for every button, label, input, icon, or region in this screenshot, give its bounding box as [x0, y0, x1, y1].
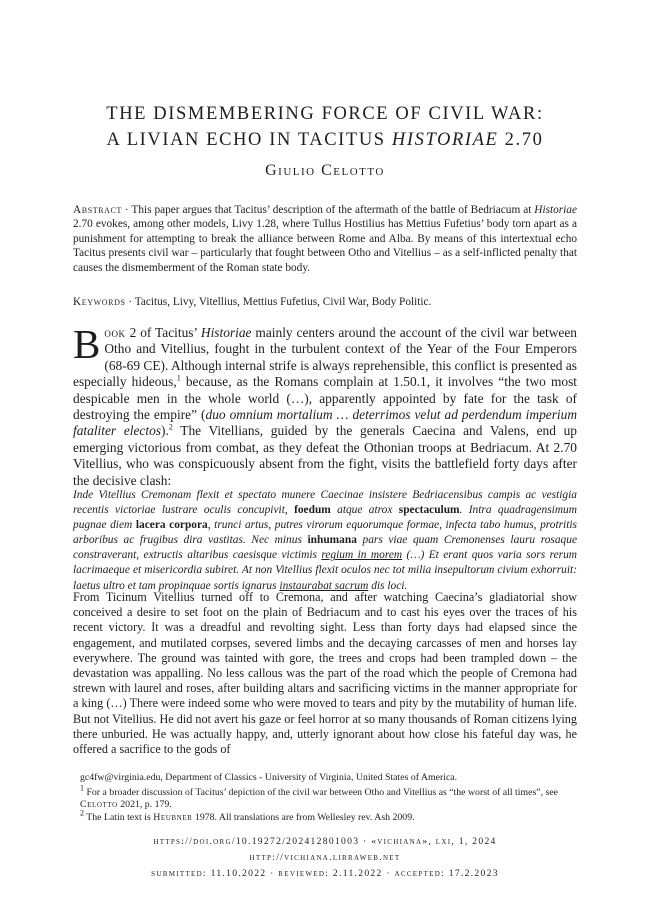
submission-dates: submitted: 11.10.2022 · reviewed: 2.11.2022 · accepted: 17.2.2023	[151, 868, 499, 879]
footnote-ref-2[interactable]: 2	[168, 422, 173, 432]
doi-link[interactable]: https://doi.org/10.19272/202412801003 · «vichiana», lxi, 1, 2024	[153, 836, 497, 847]
drop-cap: B	[73, 321, 101, 367]
latin-quotation: Inde Vitellius Cremonam flexit et spectato munere Caecinae insistere Bedriacensibus campis ac vestigia recentis victoriae lustrare oculis concupivit, foedum atque atrox spectaculum. Intra quadragensimum pugnae diem lacera corpora, trunci artus, putres virorum equorumque formae, infecta tabo humus, protritis arboribus ac frugibus dira vastitas. Nec minus inhumana pars viae quam Cremonenses lauru rosaque constraverant, extructis altaribus caesisque victimis regium in morem (…) Et erant quos varia sors rerum lacrimaeque et misericordia subiret. At non Vitellius flexit oculos nec tot milia insepultorum civium exhorruit: laetus ultro et tam propinquae sortis ignarus instaurabat sacrum dis loci.	[73, 489, 577, 592]
footnote-ref-1[interactable]: 1	[176, 373, 181, 383]
translation-paragraph: From Ticinum Vitellius turned off to Cremona, and after watching Caecina’s gladiatorial show conceived a desire to set foot on the plain of Bedriacum and to cast his eyes over the traces of his recent victory. It was a dreadful and revolting sight. Less than forty days had elapsed since the engagement, and mutilated corpses, severed limbs and the decaying carcasses of men and horses lay everywhere. The ground was tainted with gore, the trees and crops had been trampled down – the devastation was appalling. No less callous was the part of the road which the people of Cremona had strewn with laurel and roses, after building altars and sacrificing victims in the manner appropriate for a king (…) There were indeed some who were moved to tears and pity by the mutability of human life. But not Vitellius. He did not avert his gaze or feel horror at so many thousands of Roman citizens lying there unburied. He was actually happy, and, utterly ignorant about how close his fateful day was, he offered a sacrifice to the gods of	[73, 590, 577, 757]
title-line-2: A LIVIAN ECHO IN TACITUS HISTORIAE 2.70	[106, 130, 544, 150]
title-line-1: THE DISMEMBERING FORCE OF CIVIL WAR:	[106, 104, 544, 124]
article-title	[0, 101, 650, 153]
journal-url-link[interactable]: http://vichiana.libraweb.net	[249, 852, 401, 863]
abstract-label: Abstract	[73, 204, 122, 216]
body-paragraph-1: Book 2 of Tacitus’ Historiae mainly centers around the account of the civil war between Otho and Vitellius, fought in the turbulent context of the Year of the Four Emperors (68-69 CE). Although internal strife is always reprehensible, this conflict is presented as especially hideous,$^1$ because, as the Romans complain at 1.50.1, it involves “the two most despicable men in the whole world (…), apparently appointed by fate for the task of destroying the empire” (duo omnium mortalium … deterrimos velut ad perdendum imperium fataliter electos).$^2$ The Vitellians, guided by the generals Caecina and Valens, end up emerging victorious from combat, as they defeat the Othonian troops at Bedriacum. At 2.70 Vitellius, who was conspicuously absent from the fight, visits the battlefield forty days after the decisive clash:	[73, 321, 578, 488]
keywords: Keywords · Tacitus, Livy, Vitellius, Mettius Fufetius, Civil War, Body Politic.	[73, 296, 432, 308]
author-affiliation	[80, 772, 577, 784]
footnote-2: $^2$ The Latin text is Heubner 1978. All translations are from Wellesley rev. Ash 2009.	[80, 808, 415, 823]
abstract: Abstract · This paper argues that Tacitus’ description of the aftermath of the battle of Bedriacum at Historiae 2.70 evokes, among other models, Livy 1.28, where Tullus Hostilius has Mettius Fufetius’ body torn apart as a punishment for attempting to break the alliance between Rome and Alba. By means of this intertextual echo Tacitus presents civil war – particularly that fought between Otho and Vitellius – as a self-inflicted penalty that causes the dismemberment of the Roman state body.	[73, 204, 577, 274]
footnote-1: $^1$ For a broader discussion of Tacitus’ depiction of the civil war between Otho and Vitellius as “the worst of all times”, see Celotto 2021, p. 179.	[80, 783, 559, 811]
author-name: Giulio Celotto	[265, 162, 385, 179]
affiliation-text: gc4fw@virginia.edu, Department of Classics - University of Virginia, United States of America.	[80, 772, 458, 783]
keywords-list: Tacitus, Livy, Vitellius, Mettius Fufetius, Civil War, Body Politic.	[134, 296, 432, 308]
keywords-label: Keywords	[73, 296, 126, 308]
